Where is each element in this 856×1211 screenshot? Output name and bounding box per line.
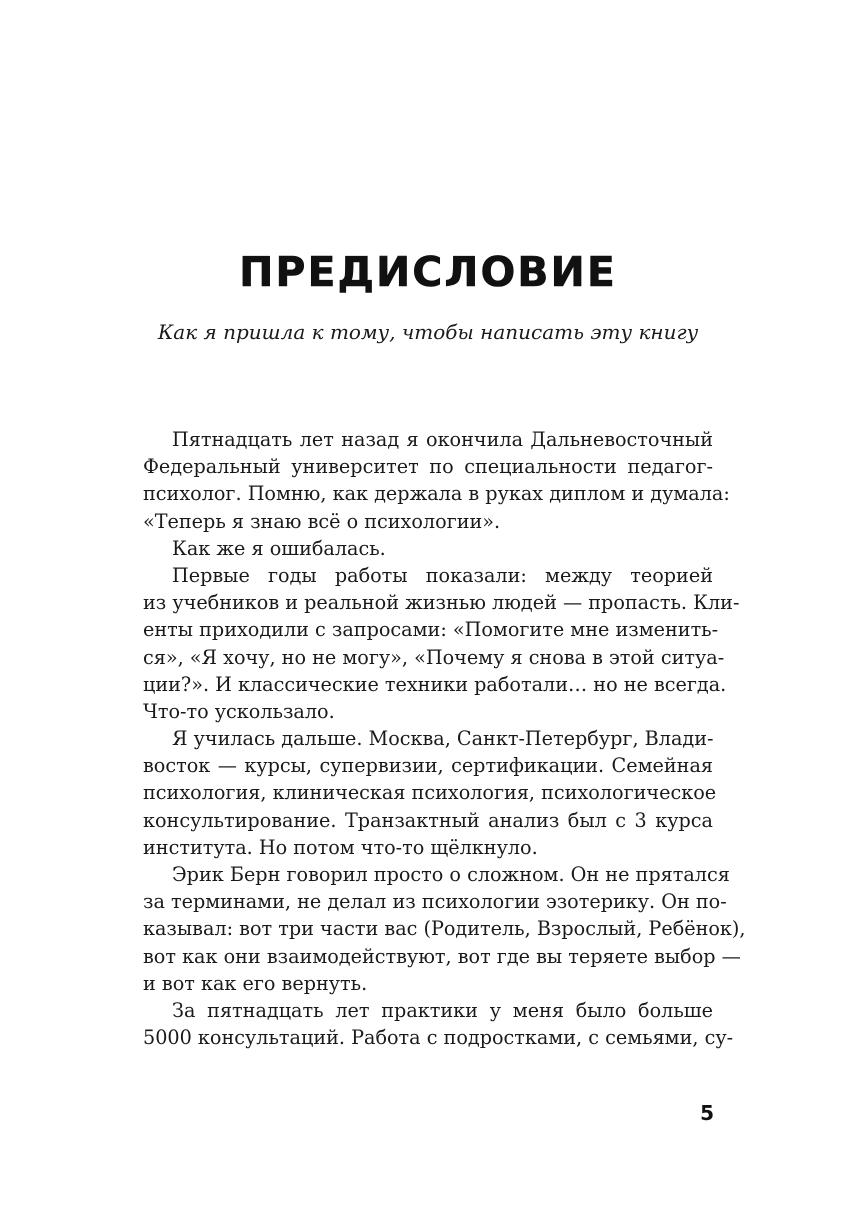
paragraph (143, 861, 746, 997)
paragraph-line: восток — курсы, супервизии, сертификации. Семейная (143, 754, 713, 778)
paragraph (143, 426, 730, 535)
paragraph-line: Первые годы работы показали: между теорией (172, 563, 713, 587)
paragraph-line: Федеральный университет по специальности педагог- (143, 455, 713, 479)
paragraph-line: психолог. Помню, как держала в руках диплом и думала: (143, 482, 730, 506)
paragraph-line: ся», «Я хочу, но не могу», «Почему я снова в этой ситуа- (143, 645, 725, 669)
paragraph-line: вот как они взаимодействуют, вот где вы теряете выбор — (143, 944, 741, 968)
paragraph (143, 997, 734, 1051)
body-text (143, 426, 746, 1051)
paragraph-line: психология, клиническая психология, психологическое (143, 781, 717, 805)
paragraph-line: Пятнадцать лет назад я окончила Дальневосточный (172, 428, 713, 451)
paragraph-line: и вот как его вернуть. (143, 971, 368, 995)
paragraph-line: за терминами, не делал из психологии эзотерику. Он по- (143, 890, 727, 914)
paragraph-line: «Теперь я знаю всё о психологии». (143, 509, 501, 533)
paragraph-line: казывал: вот три части вас (Родитель, Взрослый, Ребёнок), (143, 917, 746, 941)
paragraph-line: Эрик Берн говорил просто о сложном. Он не прятался (172, 863, 730, 886)
paragraph-line: 5000 консультаций. Работа с подростками, с семьями, су- (143, 1026, 734, 1050)
chapter-subtitle: Как я пришла к тому, чтобы написать эту книгу (157, 320, 699, 344)
paragraph-line: Я училась дальше. Москва, Санкт-Петербург, Влади- (172, 727, 714, 751)
paragraph-line: За пятнадцать лет практики у меня было больше (172, 998, 713, 1022)
paragraph-line: ции?». И классические техники работали… но не всегда. (143, 672, 727, 696)
paragraph-line: консультирование. Транзактный анализ был с 3 курса (143, 808, 713, 832)
paragraph-line: Что-то ускользало. (143, 699, 335, 723)
paragraph-line: института. Но потом что-то щёлкнуло. (143, 835, 538, 859)
paragraph (143, 725, 717, 861)
paragraph-line: енты приходили с запросами: «Помогите мне изменить- (143, 618, 719, 642)
paragraph (143, 535, 713, 562)
chapter-title: ПРЕДИСЛОВИЕ (239, 248, 617, 296)
paragraph-line: Как же я ошибалась. (172, 536, 386, 560)
paragraph-line: из учебников и реальной жизнью людей — пропасть. Кли- (143, 591, 740, 615)
page-number: 5 (700, 1101, 714, 1125)
paragraph (143, 562, 740, 725)
